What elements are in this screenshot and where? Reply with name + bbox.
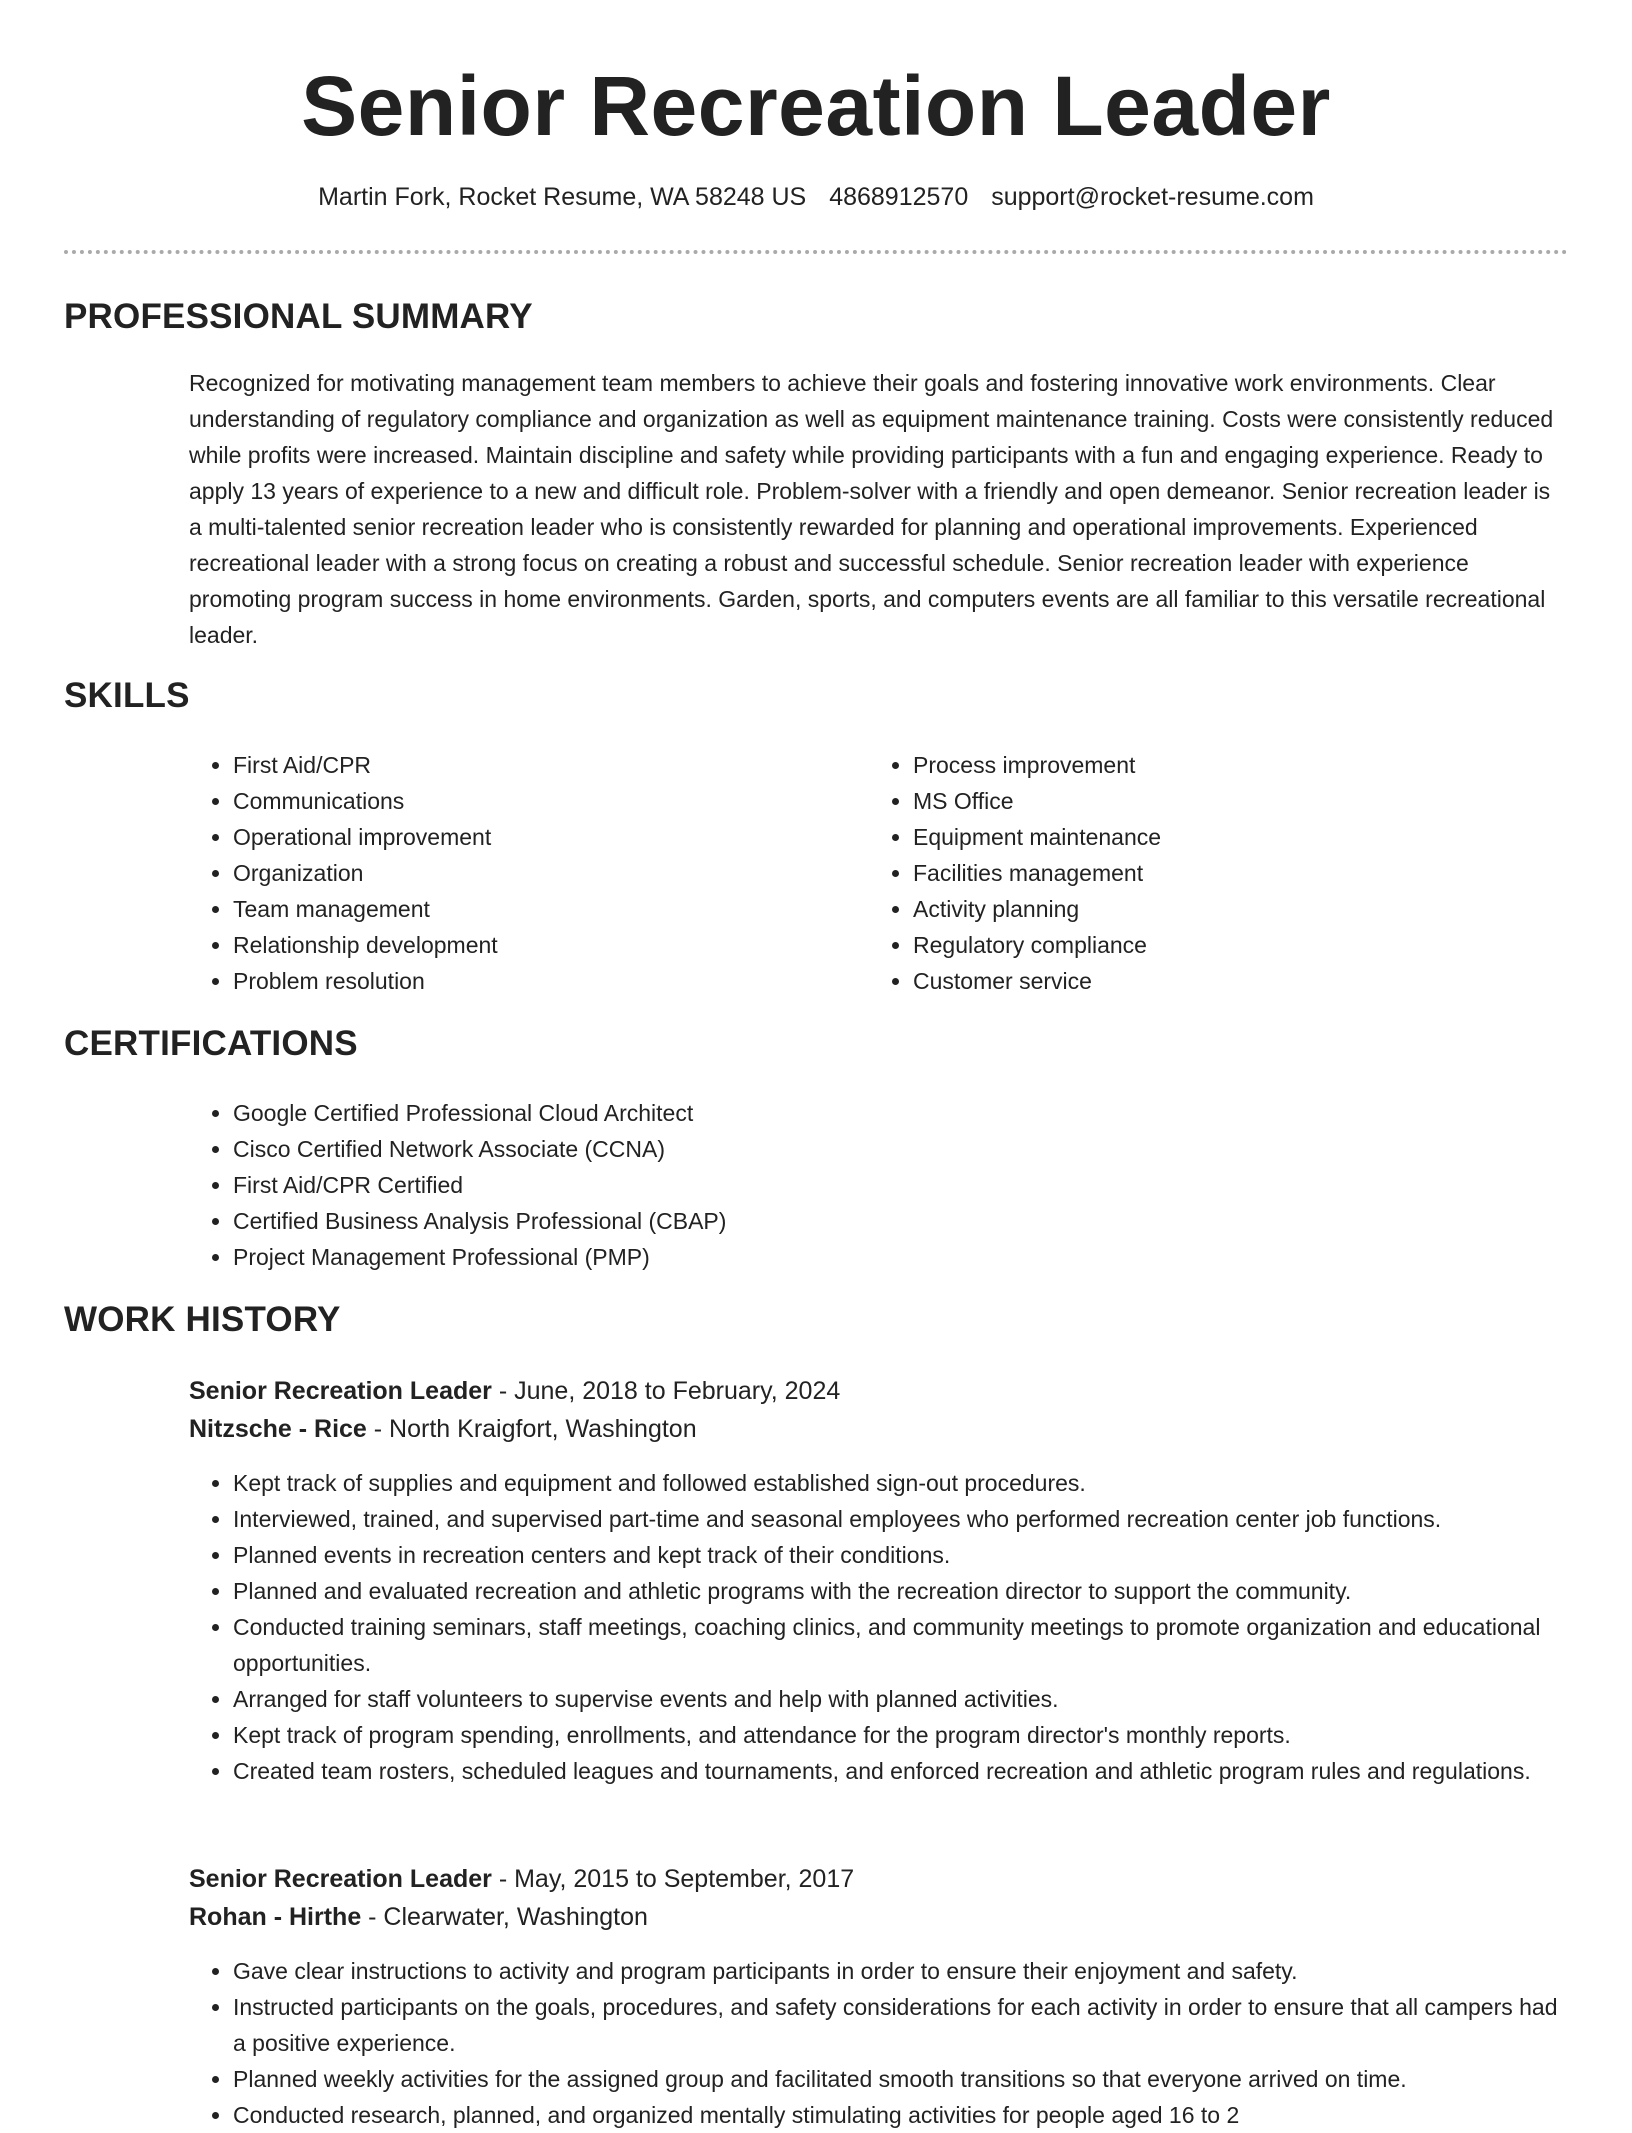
skill-item: • Team management (233, 891, 789, 927)
skill-item: • Regulatory compliance (913, 927, 1469, 963)
certifications-block (189, 1095, 1569, 1275)
job-company-line (189, 1410, 1569, 1448)
header-divider (64, 250, 1568, 254)
resume-title: Senior Recreation Leader (301, 59, 1331, 153)
contact-line (0, 180, 1632, 214)
skill-item: • Equipment maintenance (913, 819, 1469, 855)
skill-item: • Communications (233, 783, 789, 819)
job-dates: - May, 2015 to September, 2017 (491, 1865, 855, 1893)
skill-item: • Activity planning (913, 891, 1469, 927)
certification-item: • First Aid/CPR Certified (233, 1167, 1569, 1203)
summary-text: Recognized for motivating management team members to achieve their goals and fostering innovative work environments. Clear understanding of regulatory compliance and organization as well as equipment maintenance training. Costs were consistently reduced while profits were increased. Maintain discipline and safety while providing participants with a fun and engaging experience. Ready to apply 13 years of experience to a new and difficult role. Problem-solver with a friendly and open demeanor. Senior recreation leader is a multi-talented senior recreation leader who is consistently rewarded for planning and operational improvements. Experienced recreational leader with a strong focus on creating a robust and successful schedule. Senior recreation leader with experience promoting program success in home environments. Garden, sports, and computers events are all familiar to this versatile recreational leader. (189, 370, 1554, 648)
job-duty-item: • Instructed participants on the goals, procedures, and safety considerations for each activity in order to ensure that all campers had a positive experience. (233, 1989, 1569, 2061)
skill-item: • Customer service (913, 963, 1469, 999)
skills-left-column (189, 747, 789, 999)
job-duties-block (189, 1465, 1569, 1789)
skills-heading: SKILLS (64, 676, 190, 715)
job-title-line (189, 1372, 1569, 1410)
job-duty-item: • Kept track of supplies and equipment and followed established sign-out procedures. (233, 1465, 1569, 1501)
certifications-heading: CERTIFICATIONS (64, 1024, 358, 1063)
contact-email: support@rocket-resume.com (991, 183, 1314, 211)
skill-item: • First Aid/CPR (233, 747, 789, 783)
skill-item: • Process improvement (913, 747, 1469, 783)
skills-right-column (869, 747, 1469, 999)
skill-item: • Organization (233, 855, 789, 891)
skills-left-list (189, 747, 789, 999)
job-duty-item: • Gave clear instructions to activity and program participants in order to ensure their enjoyment and safety. (233, 1953, 1569, 1989)
job-duty-item: • Conducted research, planned, and organized mentally stimulating activities for people aged 16 to 2 (233, 2097, 1569, 2133)
job-title: Senior Recreation Leader (189, 1377, 492, 1405)
job-title: Senior Recreation Leader (189, 1865, 492, 1893)
job-company-line (189, 1898, 1569, 1936)
skill-item: • MS Office (913, 783, 1469, 819)
job-duty-item: • Arranged for staff volunteers to supervise events and help with planned activities. (233, 1681, 1569, 1717)
job-duty-item: • Conducted training seminars, staff meetings, coaching clinics, and community meetings to promote organization and educational opportunities. (233, 1609, 1569, 1681)
certifications-list (189, 1095, 1569, 1275)
job-company: Rohan - Hirthe (189, 1903, 362, 1931)
summary-heading: PROFESSIONAL SUMMARY (64, 297, 533, 336)
job-dates: - June, 2018 to February, 2024 (491, 1377, 841, 1405)
job-duty-item: • Interviewed, trained, and supervised part-time and seasonal employees who performed recreation center job functions. (233, 1501, 1569, 1537)
skill-item: • Relationship development (233, 927, 789, 963)
skill-item: • Facilities management (913, 855, 1469, 891)
job-duty-item: • Kept track of program spending, enrollments, and attendance for the program director's monthly reports. (233, 1717, 1569, 1753)
job-duty-item: • Created team rosters, scheduled leagues and tournaments, and enforced recreation and athletic program rules and regulations. (233, 1753, 1569, 1789)
skill-item: • Operational improvement (233, 819, 789, 855)
job-location: - Clearwater, Washington (361, 1903, 648, 1931)
skills-right-list (869, 747, 1469, 999)
job-duties-block (189, 1953, 1569, 2133)
certification-item: • Project Management Professional (PMP) (233, 1239, 1569, 1275)
job-duties-list (189, 1465, 1569, 1789)
job-duty-item: • Planned weekly activities for the assigned group and facilitated smooth transitions so that everyone arrived on time. (233, 2061, 1569, 2097)
certification-item: • Google Certified Professional Cloud Architect (233, 1095, 1569, 1131)
job-duty-item: • Planned and evaluated recreation and athletic programs with the recreation director to support the community. (233, 1573, 1569, 1609)
contact-address: Martin Fork, Rocket Resume, WA 58248 US (318, 183, 807, 211)
job-duties-list (189, 1953, 1569, 2133)
job-company: Nitzsche - Rice (189, 1415, 367, 1443)
job-duty-item: • Planned events in recreation centers and kept track of their conditions. (233, 1537, 1569, 1573)
certification-item: • Certified Business Analysis Professional (CBAP) (233, 1203, 1569, 1239)
contact-phone: 4868912570 (829, 183, 969, 211)
skill-item: • Problem resolution (233, 963, 789, 999)
job-title-line (189, 1860, 1569, 1898)
work-history-heading: WORK HISTORY (64, 1300, 341, 1339)
job-location: - North Kraigfort, Washington (366, 1415, 697, 1443)
certification-item: • Cisco Certified Network Associate (CCNA) (233, 1131, 1569, 1167)
